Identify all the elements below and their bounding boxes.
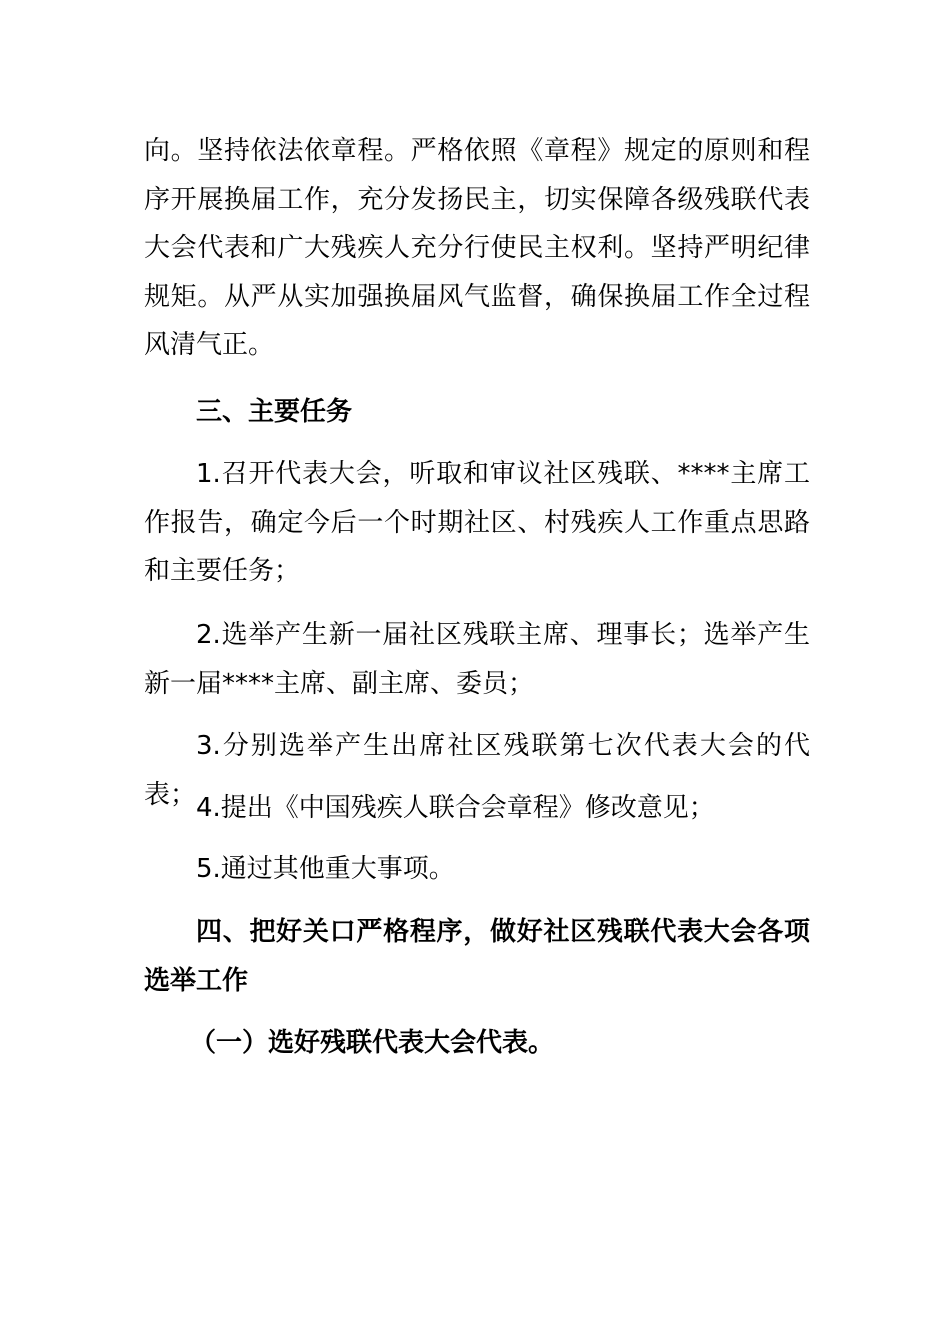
task-item-2: 2.选举产生新一届社区残联主席、理事长；选举产生新一届****主席、副主席、委员； <box>144 620 810 699</box>
paragraph-principles: 向。坚持依法依章程。严格依照《章程》规定的原则和程序开展换届工作，充分发扬民主，切实保障各级残联代表大会代表和广大残疾人充分行使民主权利。坚持严明纪律规矩。从严从实加强换届风气监督，确保换届工作全过程风清气正。 <box>144 136 810 360</box>
task-item-4: 4.提出《中国残疾人联合会章程》修改意见； <box>196 793 715 823</box>
task-item-1: 1.召开代表大会，听取和审议社区残联、****主席工作报告，确定今后一个时期社区、村残疾人工作重点思路和主要任务； <box>144 459 810 586</box>
heading-main-tasks: 三、主要任务 <box>196 397 353 427</box>
task-item-3: 3.分别选举产生出席社区残联第七次代表大会的代表； <box>144 731 810 810</box>
subheading-representatives: （一）选好残联代表大会代表。 <box>190 1028 555 1058</box>
task-item-5: 5.通过其他重大事项。 <box>196 854 455 884</box>
heading-section-four: 四、把好关口严格程序，做好社区残联代表大会各项选举工作 <box>144 917 810 996</box>
